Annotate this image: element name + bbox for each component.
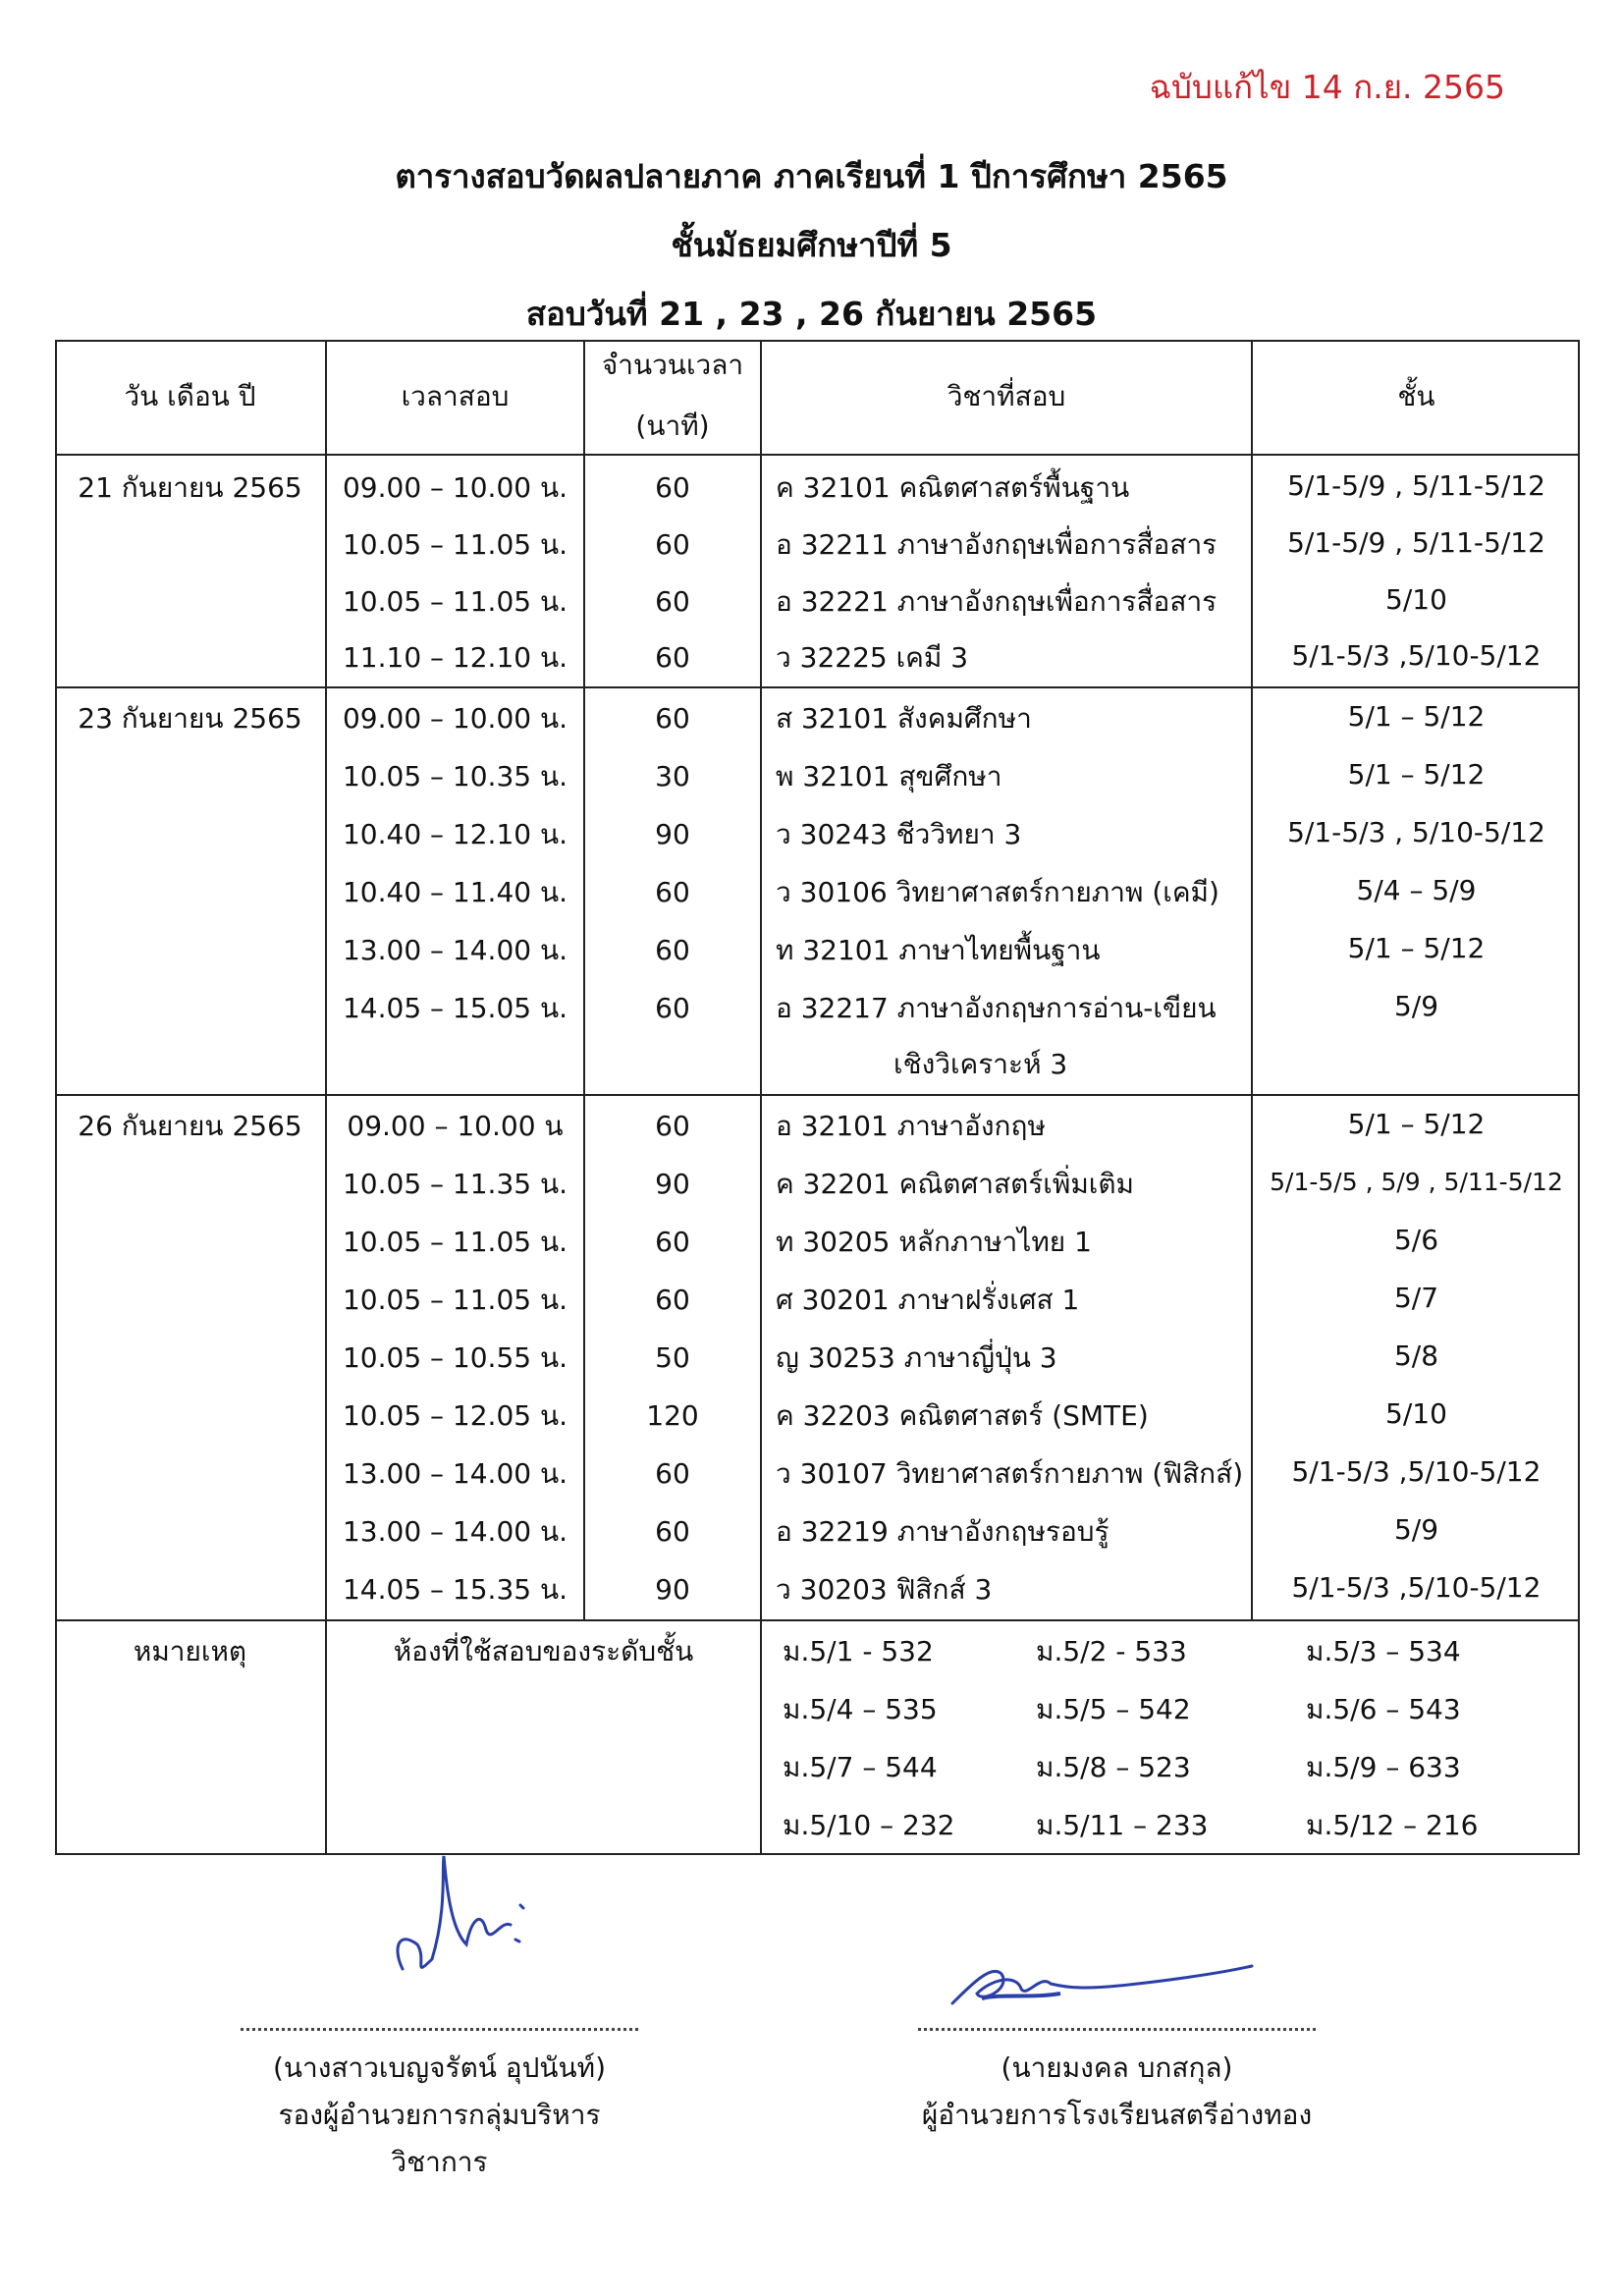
header-date: วัน เดือน ปี xyxy=(124,380,256,412)
time-cell: 14.05 – 15.05 น. xyxy=(342,992,568,1024)
subject-cell: ว 32225 เคมี 3 xyxy=(776,641,969,674)
time-cell: 13.00 – 14.00 น. xyxy=(342,1515,568,1548)
date-cell: 23 กันยายน 2565 xyxy=(78,702,302,735)
class-cell: 5/10 xyxy=(1385,583,1447,616)
duration-cell: 120 xyxy=(646,1399,699,1432)
signature-line-left xyxy=(241,2028,638,2033)
time-cell: 10.05 – 11.05 น. xyxy=(342,528,568,561)
subject-cell: อ 32219 ภาษาอังกฤษรอบรู้ xyxy=(776,1515,1109,1548)
time-cell: 10.05 – 11.05 น. xyxy=(342,585,568,618)
class-cell: 5/1 – 5/12 xyxy=(1347,1108,1486,1140)
revision-note: ฉบับแก้ไข 14 ก.ย. 2565 xyxy=(1149,68,1505,106)
duration-cell: 60 xyxy=(655,1284,690,1316)
time-cell: 10.05 – 11.05 น. xyxy=(342,1226,568,1258)
signature-image-left xyxy=(373,1851,550,1998)
duration-cell: 60 xyxy=(655,641,690,674)
class-cell: 5/9 xyxy=(1393,990,1439,1022)
class-cell: 5/4 – 5/9 xyxy=(1356,874,1477,906)
room-entry: ม.5/10 – 232 xyxy=(783,1809,955,1841)
time-cell: 09.00 – 10.00 น xyxy=(347,1110,564,1142)
room-entry: ม.5/8 – 523 xyxy=(1036,1751,1191,1783)
class-cell: 5/1 – 5/12 xyxy=(1347,758,1486,791)
header-class: ชั้น xyxy=(1397,380,1435,412)
room-entry: ม.5/12 – 216 xyxy=(1306,1809,1479,1841)
subject-cell: ส 32101 สังคมศึกษา xyxy=(776,702,1032,735)
duration-cell: 60 xyxy=(655,992,690,1024)
room-entry: ม.5/7 – 544 xyxy=(783,1751,938,1783)
signature-image-right xyxy=(943,1944,1267,2023)
time-cell: 10.05 – 11.05 น. xyxy=(342,1284,568,1316)
class-cell: 5/7 xyxy=(1393,1282,1439,1314)
time-cell: 09.00 – 10.00 น. xyxy=(342,471,568,504)
class-cell: 5/1-5/3 ,5/10-5/12 xyxy=(1291,1455,1542,1488)
class-cell: 5/6 xyxy=(1393,1224,1439,1256)
time-cell: 11.10 – 12.10 น. xyxy=(342,641,568,674)
subject-cell: ว 30243 ชีววิทยา 3 xyxy=(776,818,1022,850)
subject-cell: พ 32101 สุขศึกษา xyxy=(776,760,1002,793)
class-cell: 5/1-5/5 , 5/9 , 5/11-5/12 xyxy=(1270,1168,1563,1196)
subject-cell: ว 30106 วิทยาศาสตร์กายภาพ (เคมี) xyxy=(776,876,1219,908)
subject-cell-continued: เชิงวิเคราะห์ 3 xyxy=(893,1048,1068,1080)
document-title-block xyxy=(0,142,1623,349)
room-entry: ม.5/3 – 534 xyxy=(1306,1635,1461,1667)
table-grid-lines xyxy=(54,339,1581,1856)
time-cell: 10.05 – 12.05 น. xyxy=(342,1399,568,1432)
subject-cell: ค 32201 คณิตศาสตร์เพิ่มเติม xyxy=(776,1168,1134,1200)
class-cell: 5/1-5/3 , 5/10-5/12 xyxy=(1287,816,1545,848)
remarks-label: หมายเหตุ xyxy=(133,1635,247,1667)
room-entry: ม.5/4 – 535 xyxy=(783,1693,938,1725)
subject-cell: ท 30205 หลักภาษาไทย 1 xyxy=(776,1226,1092,1258)
header-subject: วิชาที่สอบ xyxy=(947,380,1066,412)
duration-cell: 60 xyxy=(655,934,690,966)
subject-cell: ว 30107 วิทยาศาสตร์กายภาพ (ฟิสิกส์) xyxy=(776,1457,1244,1490)
header-time: เวลาสอบ xyxy=(401,380,510,412)
room-entry: ม.5/2 - 533 xyxy=(1036,1635,1187,1667)
title-grade: ชั้นมัธยมศึกษาปีที่ 5 xyxy=(671,226,952,264)
subject-cell: ท 32101 ภาษาไทยพื้นฐาน xyxy=(776,934,1101,966)
signature-block-right xyxy=(918,2045,1316,2139)
duration-cell: 60 xyxy=(655,528,690,561)
duration-cell: 60 xyxy=(655,1515,690,1548)
title-main: ตารางสอบวัดผลปลายภาค ภาคเรียนที่ 1 ปีการศึกษา 2565 xyxy=(395,157,1228,195)
class-cell: 5/1 – 5/12 xyxy=(1347,700,1486,733)
time-cell: 13.00 – 14.00 น. xyxy=(342,1457,568,1490)
time-cell: 13.00 – 14.00 น. xyxy=(342,934,568,966)
room-entry: ม.5/11 – 233 xyxy=(1036,1809,1209,1841)
subject-cell: อ 32221 ภาษาอังกฤษเพื่อการสื่อสาร xyxy=(776,585,1217,618)
class-cell: 5/9 xyxy=(1393,1513,1439,1546)
signatory-position: ผู้อำนวยการโรงเรียนสตรีอ่างทอง xyxy=(921,2099,1313,2131)
class-cell: 5/1-5/9 , 5/11-5/12 xyxy=(1287,469,1545,502)
signature-line-right xyxy=(918,2028,1316,2033)
duration-cell: 60 xyxy=(655,1457,690,1490)
signature-block-left xyxy=(241,2045,638,2186)
subject-cell: ว 30203 ฟิสิกส์ 3 xyxy=(776,1573,993,1606)
date-cell: 21 กันยายน 2565 xyxy=(78,471,302,504)
class-cell: 5/8 xyxy=(1393,1339,1439,1372)
class-cell: 5/1-5/3 ,5/10-5/12 xyxy=(1291,1571,1542,1604)
class-cell: 5/1-5/9 , 5/11-5/12 xyxy=(1287,526,1545,559)
room-entry: ม.5/5 – 542 xyxy=(1036,1693,1191,1725)
time-cell: 10.05 – 10.55 น. xyxy=(342,1341,568,1374)
time-cell: 10.05 – 10.35 น. xyxy=(342,760,568,793)
subject-cell: อ 32101 ภาษาอังกฤษ xyxy=(776,1110,1046,1142)
time-cell: 14.05 – 15.35 น. xyxy=(342,1573,568,1606)
class-cell: 5/10 xyxy=(1385,1397,1447,1430)
subject-cell: ญ 30253 ภาษาญี่ปุ่น 3 xyxy=(776,1341,1057,1374)
duration-cell: 30 xyxy=(655,760,690,793)
time-cell: 10.40 – 12.10 น. xyxy=(342,818,568,850)
header-duration-unit: (นาที) xyxy=(635,410,710,442)
duration-cell: 60 xyxy=(655,876,690,908)
date-cell: 26 กันยายน 2565 xyxy=(78,1110,302,1142)
exam-schedule-table xyxy=(54,339,1581,1856)
duration-cell: 90 xyxy=(655,1573,690,1606)
duration-cell: 60 xyxy=(655,585,690,618)
time-cell: 10.05 – 11.35 น. xyxy=(342,1168,568,1200)
duration-cell: 50 xyxy=(655,1341,690,1374)
subject-cell: ศ 30201 ภาษาฝรั่งเศส 1 xyxy=(776,1284,1080,1316)
room-entry: ม.5/9 – 633 xyxy=(1306,1751,1461,1783)
subject-cell: ค 32203 คณิตศาสตร์ (SMTE) xyxy=(776,1399,1149,1432)
class-cell: 5/1 – 5/12 xyxy=(1347,932,1486,964)
duration-cell: 90 xyxy=(655,1168,690,1200)
signatory-name: (นางสาวเบญจรัตน์ อุปนันท์) xyxy=(272,2051,607,2084)
signatory-name: (นายมงคล บกสกุล) xyxy=(1001,2051,1233,2084)
header-duration: จำนวนเวลา xyxy=(601,349,744,381)
duration-cell: 60 xyxy=(655,1110,690,1142)
title-dates: สอบวันที่ 21 , 23 , 26 กันยายน 2565 xyxy=(525,295,1098,333)
duration-cell: 90 xyxy=(655,818,690,850)
room-entry: ม.5/6 – 543 xyxy=(1306,1693,1461,1725)
rooms-label: ห้องที่ใช้สอบของระดับชั้น xyxy=(393,1635,694,1667)
room-entry: ม.5/1 - 532 xyxy=(783,1635,934,1667)
duration-cell: 60 xyxy=(655,702,690,735)
subject-cell: อ 32217 ภาษาอังกฤษการอ่าน-เขียน xyxy=(776,992,1217,1024)
subject-cell: อ 32211 ภาษาอังกฤษเพื่อการสื่อสาร xyxy=(776,528,1217,561)
duration-cell: 60 xyxy=(655,1226,690,1258)
class-cell: 5/1-5/3 ,5/10-5/12 xyxy=(1291,639,1542,672)
time-cell: 10.40 – 11.40 น. xyxy=(342,876,568,908)
duration-cell: 60 xyxy=(655,471,690,504)
subject-cell: ค 32101 คณิตศาสตร์พื้นฐาน xyxy=(776,471,1130,504)
signatory-position: รองผู้อำนวยการกลุ่มบริหารวิชาการ xyxy=(278,2099,601,2178)
time-cell: 09.00 – 10.00 น. xyxy=(342,702,568,735)
